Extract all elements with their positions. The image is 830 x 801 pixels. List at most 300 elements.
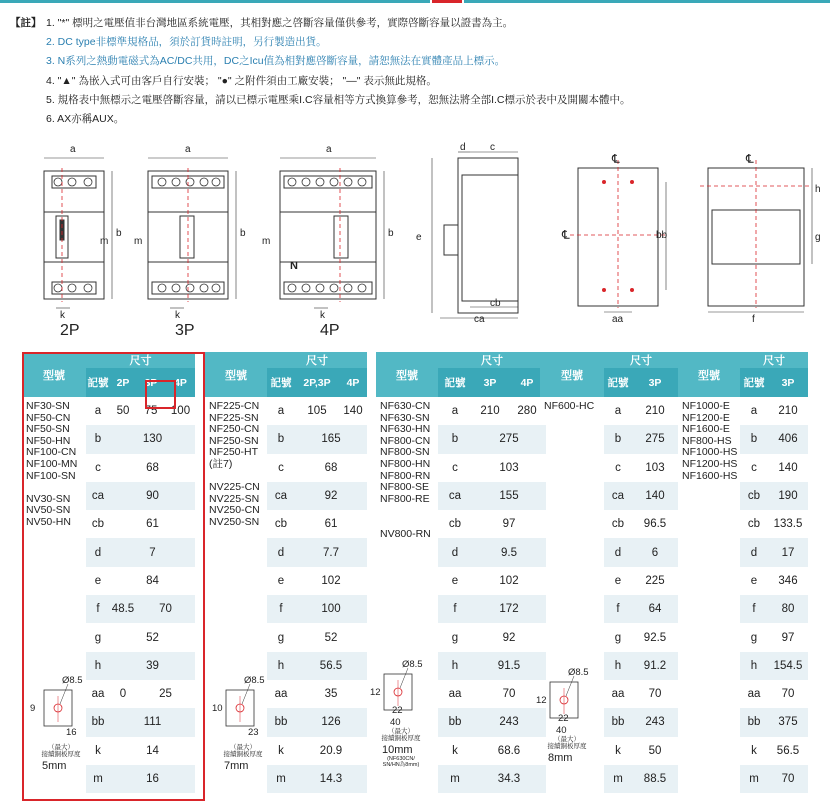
dimension-value: 346	[778, 574, 798, 587]
dimension-value: 130	[110, 425, 195, 453]
model-name: NF100-SN	[26, 469, 76, 482]
dimension-code: d	[740, 538, 768, 566]
dimension-code: ca	[86, 482, 110, 510]
dimension-value: 70	[781, 688, 795, 701]
dimension-value: 126	[295, 708, 367, 736]
note-text: 1. "*" 標明之電壓值非台灣地區系統電壓，其相對應之啓斷容量僅供參考，實際啓斷容量以證書為主。	[46, 17, 514, 29]
terminal-diameter: Ø8.5	[402, 659, 423, 670]
dimension-code: b	[438, 425, 472, 453]
dimension-code: k	[278, 744, 284, 757]
code-header: 記號	[604, 368, 632, 397]
dimension-diagrams	[0, 140, 830, 345]
note-tag	[10, 91, 46, 110]
model-name: NF1600-HS	[682, 469, 738, 482]
dimension-code: aa	[448, 688, 462, 701]
dimension-value: 243	[472, 708, 546, 736]
dimension-code: d	[438, 538, 472, 566]
dimension-code: f	[86, 595, 110, 623]
dimension-value: 34.3	[472, 765, 546, 793]
model-name	[26, 482, 86, 494]
dimension-value: 70	[502, 688, 516, 701]
dim-k-4p: k	[320, 310, 325, 321]
terminal-thickness: 7mm	[224, 760, 249, 772]
model-name: NV50-HN	[26, 515, 71, 528]
dimension-value: 6	[632, 538, 678, 566]
dim-b-2p: b	[116, 228, 122, 239]
note-tag	[10, 72, 46, 91]
model-name: NF225-CN	[209, 400, 260, 412]
dim-ca: ca	[474, 314, 485, 325]
dimension-value: 375	[768, 708, 808, 736]
dimension-code: aa	[274, 688, 288, 701]
dimension-code: ca	[267, 482, 295, 510]
table-row	[22, 397, 195, 425]
dimension-value: 16	[110, 765, 195, 793]
dimension-code: f	[438, 595, 472, 623]
model-header: 型號	[678, 352, 740, 397]
dimension-code: h	[86, 652, 110, 680]
dimension-value: 140	[778, 461, 798, 474]
dimension-value: 70	[648, 688, 662, 701]
model-name: NF800-CN	[380, 434, 431, 447]
dimension-code: b	[740, 425, 768, 453]
dimension-code: cb	[448, 518, 462, 531]
model-name: NF250-HT	[209, 446, 259, 459]
model-name: NF50-SN	[26, 423, 70, 436]
model-header: 型號	[22, 352, 86, 397]
terminal-detail-diagram	[368, 659, 432, 768]
model-name: NF800-RE	[380, 492, 430, 505]
dimension-code: m	[740, 765, 768, 793]
terminal-width-inner: 22	[392, 705, 403, 716]
dimension-value: 406	[768, 425, 808, 453]
terminal-diameter: Ø8.5	[62, 675, 83, 686]
dimension-code: h	[604, 652, 632, 680]
centerline-mark-1: ℄	[612, 152, 620, 166]
top-accent-bar-red	[432, 0, 462, 3]
model-name: NF1200-HS	[682, 457, 738, 470]
model-name: NF1200-E	[682, 411, 730, 424]
terminal-thickness-sub: (NF630CN/ SN/HN為8mm)	[382, 756, 420, 768]
dimension-code: f	[604, 595, 632, 623]
dimension-value: 68.6	[497, 744, 521, 757]
dimension-code: k	[615, 744, 621, 757]
dim-k-3p: k	[175, 310, 180, 321]
dimension-header: 尺寸	[267, 352, 367, 368]
model-name: NF250-CN	[209, 423, 260, 436]
dimension-value: 80	[768, 595, 808, 623]
dimension-value: 105	[307, 405, 327, 418]
dimension-value: 111	[110, 708, 195, 736]
dimension-code: c	[751, 461, 757, 474]
terminal-width: 16	[66, 727, 77, 738]
model-name: NF1000-E	[682, 400, 730, 412]
model-name: NV250-SN	[209, 515, 260, 528]
terminal-thickness: 8mm	[548, 752, 573, 764]
dimension-code: g	[750, 631, 758, 644]
dimension-value: 84	[146, 574, 159, 587]
dimension-code: a	[451, 405, 459, 418]
centerline-mark-2: ℄	[746, 152, 754, 166]
model-name: NF630-CN	[380, 400, 431, 412]
dim-c: c	[490, 142, 495, 153]
terminal-height: 9	[30, 703, 36, 714]
dimension-code: c	[278, 461, 284, 474]
pole-column-header: 4P	[508, 368, 546, 397]
note-text: 5. 規格表中無標示之電壓啓斷容量，請以已標示電壓乘I.C容量相等方式換算參考，恕無法將全部I.C標示於表中及開關本體中。	[46, 93, 631, 106]
dim-m-3p: m	[134, 236, 143, 247]
dimension-value: 70	[768, 765, 808, 793]
model-name: NF100-CN	[26, 446, 77, 459]
dimension-value: 70	[136, 595, 195, 623]
model-name: NF800-HN	[380, 457, 431, 470]
code-header: 記號	[86, 368, 110, 397]
table-row	[376, 397, 546, 425]
dim-h: h	[815, 184, 821, 195]
model-name: NV225-SN	[209, 492, 260, 505]
dimension-code: ca	[604, 482, 632, 510]
dimension-table	[678, 352, 808, 793]
dimension-code: aa	[91, 688, 105, 701]
terminal-diameter: Ø8.5	[568, 667, 589, 678]
note-item	[10, 33, 820, 52]
model-name: NF1000-HS	[682, 446, 738, 459]
dimension-code: c	[95, 461, 101, 474]
dim-cb: cb	[490, 298, 501, 309]
dimension-header: 尺寸	[86, 352, 195, 368]
dim-k-2p: k	[60, 310, 65, 321]
dimension-value: 97	[502, 518, 516, 531]
dimension-value: 154.5	[768, 652, 808, 680]
note-text: 6. AX亦稱AUX。	[46, 113, 125, 126]
model-name: NV30-SN	[26, 492, 71, 505]
terminal-height: 12	[370, 687, 381, 698]
terminal-detail-diagram	[28, 676, 92, 772]
dimension-value: 100	[170, 405, 191, 418]
dimension-code: a	[94, 405, 102, 418]
note-item	[10, 110, 820, 129]
dimension-value: 39	[110, 652, 195, 680]
dimension-code: g	[277, 631, 285, 644]
model-header: 型號	[540, 352, 604, 397]
dimension-value: 225	[645, 574, 665, 587]
model-name: NF1600-E	[682, 423, 730, 436]
terminal-thickness-note: （最大） 接續銅板厚度	[223, 744, 263, 758]
model-name: NF630-SN	[380, 411, 430, 424]
dimension-code: h	[267, 652, 295, 680]
dimension-code: a	[277, 405, 285, 418]
dim-a-3p: a	[185, 144, 191, 155]
note-item	[10, 72, 820, 91]
dimension-value: 140	[343, 405, 363, 418]
dimension-code: bb	[604, 708, 632, 736]
model-name: NV250-CN	[209, 504, 260, 517]
pole-label-4p: 4P	[320, 322, 340, 339]
model-name: NF100-MN	[26, 457, 78, 470]
note-item	[10, 91, 820, 110]
dimension-value: 61	[324, 518, 338, 531]
dimension-value: 155	[472, 482, 546, 510]
terminal-thickness-note: （最大） 接續銅板厚度	[381, 728, 421, 742]
pole-column-header: 3P	[768, 368, 808, 397]
model-name: NV225-CN	[209, 481, 260, 494]
pole-column-header: 4P	[339, 368, 367, 397]
table-row	[678, 397, 808, 425]
dimension-value: 133.5	[773, 518, 803, 531]
dim-aa: aa	[612, 314, 624, 325]
dimension-value: 90	[110, 482, 195, 510]
dimension-code: h	[438, 652, 472, 680]
dimension-value: 103	[645, 461, 665, 474]
dimension-code: e	[94, 574, 102, 587]
dimension-code: m	[267, 765, 295, 793]
dimension-code: b	[604, 425, 632, 453]
pole-column-header: 2P	[110, 368, 136, 397]
dimension-value: 91.5	[472, 652, 546, 680]
dimension-header: 尺寸	[604, 352, 678, 368]
model-header: 型號	[205, 352, 267, 397]
model-name: NF50-CN	[26, 411, 71, 424]
top-accent-bar	[0, 0, 430, 3]
note-tag	[10, 110, 46, 129]
note-text: 4. "▲" 為嵌入式可由客戶自行安裝； "●" 之附件須由工廠安裝； "—" 表示無此規格。	[46, 74, 437, 87]
breaker-side-view	[458, 158, 518, 313]
dimension-value: 210	[480, 405, 500, 418]
terminal-detail-diagram	[534, 668, 598, 764]
dimension-code: bb	[86, 708, 110, 736]
dimension-value: 52	[146, 631, 159, 644]
dimension-value: 17	[768, 538, 808, 566]
model-name: NF250-SN	[209, 434, 259, 447]
dim-a-4p: a	[326, 144, 332, 155]
dimension-value: 7	[110, 538, 195, 566]
dimension-code: e	[451, 574, 459, 587]
dimension-code: cb	[91, 518, 105, 531]
note-tag: 【註】	[10, 17, 42, 29]
note-item	[10, 52, 820, 71]
dimension-code: bb	[438, 708, 472, 736]
dimension-value: 210	[778, 405, 798, 418]
dim-g: g	[815, 232, 821, 243]
model-name: (註7)	[209, 457, 233, 470]
pole-column-header: 4P	[166, 368, 195, 397]
model-list-cell	[678, 397, 740, 793]
dimension-value: 92.5	[643, 631, 667, 644]
model-name: NV50-SN	[26, 504, 71, 517]
dimension-value: 172	[472, 595, 546, 623]
dimension-code: d	[604, 538, 632, 566]
terminal-thickness: 5mm	[42, 760, 67, 772]
dimension-value: 48.5	[110, 595, 136, 623]
note-tag	[10, 52, 46, 71]
dimension-code: m	[438, 765, 472, 793]
dimension-value: 0	[119, 688, 127, 701]
model-name: NF30-SN	[26, 400, 70, 412]
terminal-diameter: Ø8.5	[244, 675, 265, 686]
breaker-4p-body	[280, 171, 376, 299]
centerline-mark-3: ℄	[562, 228, 570, 242]
pole-label-2p: 2P	[60, 322, 80, 339]
dimension-value: 9.5	[472, 538, 546, 566]
dimension-code: e	[750, 574, 758, 587]
dimension-code: aa	[611, 688, 625, 701]
terminal-thickness: 10mm	[382, 744, 413, 756]
dimension-code: g	[94, 631, 102, 644]
code-header: 記號	[438, 368, 472, 397]
dim-b-3p: b	[240, 228, 246, 239]
dimension-value: 75	[144, 405, 158, 418]
terminal-width-outer: 40	[556, 725, 567, 736]
dim-a-2p: a	[70, 144, 76, 155]
dimension-code: k	[452, 744, 458, 757]
dim-d: d	[460, 142, 466, 153]
dimension-code: aa	[747, 688, 761, 701]
dimension-code: d	[86, 538, 110, 566]
model-name: NF600-HC	[544, 400, 595, 412]
model-name: NV800-RN	[380, 527, 431, 540]
model-name	[380, 517, 438, 529]
dim-m-4p: m	[262, 236, 271, 247]
dim-e: e	[416, 232, 422, 243]
dimension-value: 97	[781, 631, 795, 644]
code-header: 記號	[740, 368, 768, 397]
pole-label-3p: 3P	[175, 322, 195, 339]
dim-m-2p: m	[100, 236, 109, 247]
dimension-value: 210	[645, 405, 665, 418]
dimension-value: 25	[159, 688, 172, 701]
dimension-code: e	[277, 574, 285, 587]
terminal-width: 23	[248, 727, 259, 738]
model-name: NF50-HN	[26, 434, 71, 447]
model-name: NF800-RN	[380, 469, 431, 482]
breaker-2p-body	[44, 171, 104, 299]
dimension-code: cb	[740, 482, 768, 510]
dimension-code: h	[740, 652, 768, 680]
model-name: NF800-HS	[682, 434, 732, 447]
pole-column-header: 2P,3P	[295, 368, 339, 397]
dimension-value: 68	[146, 461, 159, 474]
dimension-value: 61	[146, 518, 159, 531]
dimension-value: 7.7	[295, 538, 367, 566]
dimension-value: 35	[324, 688, 338, 701]
dimension-value: 52	[324, 631, 338, 644]
dimension-value: 96.5	[643, 518, 667, 531]
terminal-thickness-note: （最大） 接續銅板厚度	[547, 736, 587, 750]
dim-f: f	[752, 314, 755, 325]
dimension-value: 243	[632, 708, 678, 736]
model-name: NF800-SN	[380, 446, 430, 459]
dimension-value: 102	[321, 574, 341, 587]
model-name: NF225-SN	[209, 411, 259, 424]
note-text: 3. N系列之熱動電磁式為AC/DC共用，DC之Icu值為相對應啓斷容量，請恕無法在實體產品上標示。	[46, 55, 506, 68]
dimension-value: 100	[295, 595, 367, 623]
dimension-value: 20.9	[319, 744, 343, 757]
table-row	[540, 397, 678, 425]
dimension-value: 50	[648, 744, 662, 757]
dimension-header: 尺寸	[740, 352, 808, 368]
dimension-code: d	[267, 538, 295, 566]
terminal-width-outer: 40	[390, 717, 401, 728]
dimension-value: 92	[295, 482, 367, 510]
dimension-value: 280	[517, 405, 537, 418]
dimension-value: 92	[502, 631, 516, 644]
dimension-code: m	[604, 765, 632, 793]
dimension-code: cb	[747, 518, 761, 531]
dim-bb: bb	[656, 230, 668, 241]
dimension-code: c	[452, 461, 458, 474]
terminal-thickness-note: （最大） 接續銅板厚度	[41, 744, 81, 758]
dimension-value: 56.5	[776, 744, 800, 757]
dimension-code: ca	[438, 482, 472, 510]
model-name: NF800-SE	[380, 481, 430, 494]
dimension-value: 68	[324, 461, 338, 474]
note-item	[10, 14, 820, 33]
dimension-code: bb	[267, 708, 295, 736]
top-accent-bar-right	[464, 0, 830, 3]
dimension-value: 14.3	[295, 765, 367, 793]
dimension-value: 165	[295, 425, 367, 453]
dimension-value: 64	[632, 595, 678, 623]
pole-column-header: 3P	[632, 368, 678, 397]
dimension-value: 275	[472, 425, 546, 453]
note-tag	[10, 33, 46, 52]
dimension-code: f	[740, 595, 768, 623]
breaker-outline-drawings	[0, 140, 830, 345]
dimension-value: 102	[499, 574, 519, 587]
model-header: 型號	[376, 352, 438, 397]
dimension-value: 88.5	[632, 765, 678, 793]
notes-section	[10, 14, 820, 129]
code-header: 記號	[267, 368, 295, 397]
dimension-value: 140	[632, 482, 678, 510]
dimension-code: e	[614, 574, 622, 587]
dimension-code: g	[614, 631, 622, 644]
dimension-code: a	[750, 405, 758, 418]
dimension-code: b	[267, 425, 295, 453]
dimension-value: 190	[768, 482, 808, 510]
dim-n-label: N	[290, 260, 298, 272]
dimension-value: 103	[499, 461, 519, 474]
dimension-value: 14	[146, 744, 159, 757]
dimension-code: k	[751, 744, 757, 757]
pole-column-header: 3P	[472, 368, 508, 397]
dimension-value: 50	[116, 405, 130, 418]
dimension-value: 56.5	[295, 652, 367, 680]
dimension-header: 尺寸	[438, 352, 546, 368]
dimension-value: 91.2	[632, 652, 678, 680]
terminal-detail-diagram	[210, 676, 274, 772]
dimension-code: m	[86, 765, 110, 793]
dim-b-4p: b	[388, 228, 394, 239]
dimension-code: a	[614, 405, 622, 418]
dimension-code: cb	[611, 518, 625, 531]
dimension-value: 275	[632, 425, 678, 453]
dimension-code: f	[267, 595, 295, 623]
terminal-width-inner: 22	[558, 713, 569, 724]
dimension-code: bb	[740, 708, 768, 736]
note-text: 2. DC type非標準規格品，須於訂貨時註明，另行製造出貨。	[46, 36, 327, 49]
model-name	[380, 505, 438, 517]
dimension-code: g	[451, 631, 459, 644]
dimension-code: c	[615, 461, 621, 474]
model-name: NF630-HN	[380, 423, 431, 436]
dimension-code: cb	[274, 518, 288, 531]
terminal-height: 10	[212, 703, 223, 714]
table-row	[205, 397, 367, 425]
terminal-height: 12	[536, 695, 547, 706]
dimension-code: k	[95, 744, 101, 757]
pole-column-header: 3P	[136, 368, 166, 397]
